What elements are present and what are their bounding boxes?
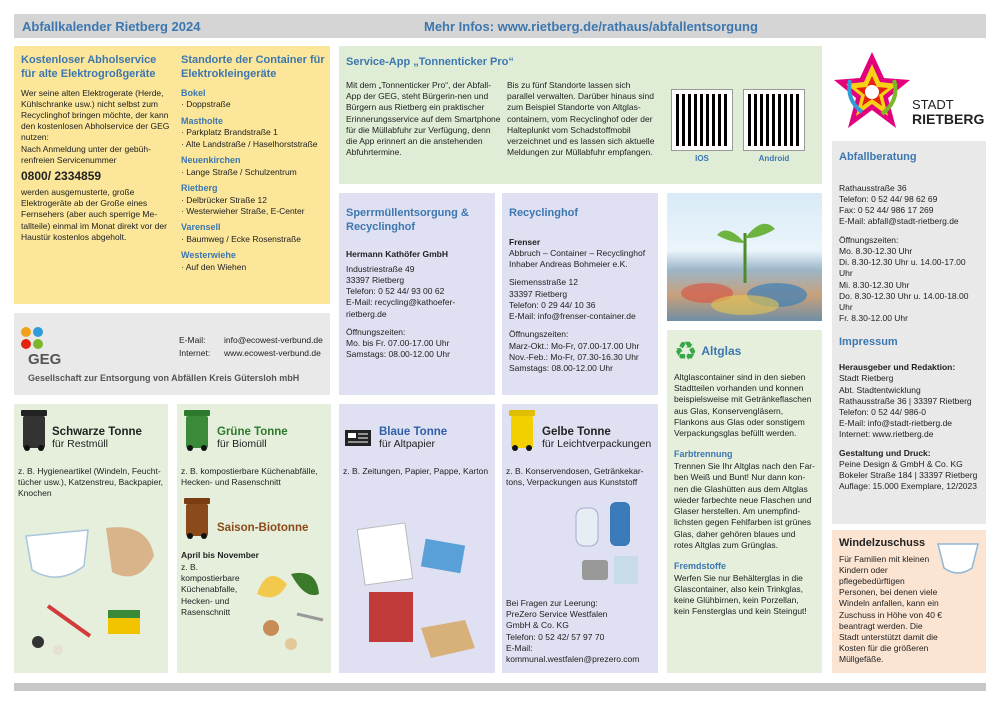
gelbe-tonne-contact-line: kommunal.westfalen@prezero.com: [506, 654, 640, 665]
diaper-icon: [936, 538, 980, 578]
blaue-tonne-subtitle: für Altpapier: [379, 437, 436, 450]
impressum-line: Peine Design & GmbH & Co. KG: [839, 458, 963, 469]
sperrmuell-hours-label: Öffnungszeiten:: [346, 326, 406, 337]
header-title: Abfallkalender Rietberg 2024: [22, 19, 201, 34]
elektro-title: Kostenloser Abholservice für alte Elektrogroßgeräte: [21, 54, 157, 80]
container-place: Rietberg: [181, 183, 218, 193]
farbtrennung-text: Trennen Sie Ihr Altglas nach den Far-ben Weiß und Bunt! Nur dann kon-nen die Glashütten aus dem Altglas wieder farbechte neue Flaschen und Glaser herstellen. Am unempfind-lichsten gegen Fehlfarben ist grünes Glas, daher gehören blaues und rotes Altglas zum Grünglas.: [674, 461, 815, 550]
geg-company-name: Gesellschaft zur Entsorgung von Abfällen Kreis Gütersloh mbH: [28, 373, 300, 383]
recyclinghof-section: [502, 193, 658, 395]
sperrmuell-title: Sperrmüllentsorgung & Recyclinghof: [346, 207, 469, 233]
container-location-item: · Lange Straße / Schulzentrum: [181, 166, 297, 177]
schwarze-tonne-title: Schwarze Tonne: [52, 426, 142, 438]
biomuell-items-icon: [247, 554, 327, 664]
geg-email[interactable]: info@ecowest-verbund.de: [224, 335, 323, 345]
yellow-bin-icon: [506, 408, 538, 452]
elektro-text-1: Wer seine alten Elektrogerate (Herde, Kühlschranke usw.) nicht selbst zum Recyclinghof bringen möchte, der kann den kostenlosen Abholservice der GEG nutzen:: [21, 87, 170, 143]
blaue-tonne-title: Blaue Tonne: [379, 426, 448, 438]
windel-title: Windelzuschuss: [839, 537, 926, 549]
container-place: Westerwiehe: [181, 250, 236, 261]
recyclinghof-line: Siemensstraße 12: [509, 277, 578, 288]
container-place: Bokel: [181, 87, 206, 98]
schwarze-tonne-section: [14, 404, 168, 673]
header-info-link[interactable]: Mehr Infos: www.rietberg.de/rathaus/abfallentsorgung: [424, 19, 758, 34]
star-logo-icon: [832, 50, 912, 132]
saison-biotonne-text: z. B. kompostierbare Küchenabfalle, Hecken- und Rasenschnitt: [181, 562, 240, 617]
qr-ios[interactable]: [672, 90, 732, 165]
container-location-item: · Auf den Wiehen: [181, 262, 247, 273]
recyclinghof-line: Inhaber Andreas Bohmeier e.K.: [509, 259, 628, 270]
recyclinghof-hours: Samstags: 08.00-12.00 Uhr: [509, 362, 613, 373]
app-title: Service-App „Tonnenticker Pro“: [346, 56, 514, 68]
recyclinghof-line: 33397 Rietberg: [509, 288, 568, 299]
impressum-line: Rathausstraße 36 | 33397 Rietberg: [839, 395, 972, 406]
qr-android-label: Android: [758, 154, 790, 163]
gruene-tonne-title: Grüne Tonne: [217, 426, 288, 438]
impressum-line: Bokeler Straße 184 | 33397 Rietberg: [839, 470, 978, 481]
recyclinghof-hours: Marz-Okt.: Mo-Fr, 07.00-17.00 Uhr: [509, 340, 640, 351]
app-section: [339, 46, 822, 184]
fremdstoffe-title: Fremdstoffe: [674, 560, 727, 571]
sperrmuell-line: Telefon: 0 52 44/ 93 00 62: [346, 286, 445, 297]
altglas-text: Altglascontainer sind in den sieben Stadtteilen vorhanden und konnen beispielsweise mit Getränkeflaschen aus Glas, Konservengläsern, Flankons aus Glas oder sonstigem Verpackungsglas befüllt werden.: [674, 372, 812, 439]
container-title: Standorte der Container für Elektrokleingeräte: [181, 54, 325, 80]
abfallberatung-hours: Di. 8.30-12.30 Uhr u. 14.00-17.00 Uhr: [839, 257, 966, 279]
container-location-item: · Delbrücker Straße 12: [181, 194, 267, 205]
abfallberatung-hours: Mo. 8.30-12.30 Uhr: [839, 245, 913, 256]
recyclinghof-line: Abbruch – Container – Recyclinghof: [509, 247, 646, 258]
container-location-item: · Parkplatz Brandstraße 1: [181, 127, 278, 138]
restmuell-items-icon: [18, 516, 164, 666]
geg-web[interactable]: www.ecowest-verbund.de: [224, 348, 321, 358]
geg-dots-icon: [20, 326, 44, 350]
abfallberatung-line: Fax: 0 52 44/ 986 17 269: [839, 205, 934, 216]
recyclinghof-line: Telefon: 0 29 44/ 10 36: [509, 299, 596, 310]
gelbe-tonne-text: z. B. Konservendosen, Getränkekar-tons, Verpackungen aus Kunststoff: [506, 466, 644, 488]
abfallberatung-hours: Mi. 8.30-12.30 Uhr: [839, 279, 910, 290]
impressum-line: E-Mail: info@stadt-rietberg.de: [839, 418, 953, 429]
fremdstoffe-text: Werfen Sie nur Behälterglas in die Glascontainer, also kein Trinkglas, keine Glühbirnen, kein Porzellan, kein Fensterglas und kein Steingut!: [674, 572, 807, 617]
impressum-line: Telefon: 0 52 44/ 986-0: [839, 407, 926, 417]
windel-text: Für Familien mit kleinen Kindern oder pflegebedürftigen Personen, bei denen viele Windeln anfallen, kann ein Zuschuss in Höhe von 40 € beantragt werden. Die Stadt unterstützt damit die Kosten für die größeren Müllgefäße.: [839, 553, 943, 665]
verpackung-items-icon: [506, 500, 652, 600]
impressum-line: Abt. Stadtentwicklung: [839, 384, 921, 395]
abfallberatung-line: E-Mail: abfall@stadt-rietberg.de: [839, 216, 959, 227]
footer-bar: [14, 683, 986, 691]
stadt-rietberg-logo: [832, 46, 986, 138]
elektro-phone[interactable]: 0800/ 2334859: [21, 169, 102, 184]
container-location-item: · Alte Landstraße / Haselhorststraße: [181, 138, 318, 149]
sperrmuell-company: Hermann Kathöfer GmbH: [346, 248, 449, 259]
abfallberatung-line: Rathausstraße 36: [839, 182, 907, 193]
elektro-section: [14, 46, 330, 304]
qr-android[interactable]: [744, 90, 804, 165]
logo-line-1: STADT: [912, 97, 954, 112]
windel-section: [832, 530, 986, 673]
qr-code-icon: [672, 90, 732, 150]
abfallberatung-hours-label: Öffnungszeiten:: [839, 234, 899, 245]
impressum-line: Auflage: 15.000 Exemplare, 12/2023: [839, 481, 977, 492]
schwarze-tonne-text: z. B. Hygieneartikel (Windeln, Feucht-tücher usw.), Katzenstreu, Backpapier, Knochen: [18, 466, 164, 499]
gruene-tonne-section: [177, 404, 331, 673]
elektro-text-2: Nach Anmeldung unter der gebüh-renfreien Servicenummer: [21, 143, 151, 165]
recyclinghof-line: E-Mail: info@frenser-container.de: [509, 311, 636, 322]
container-place: Mastholte: [181, 115, 224, 126]
plant-icon: [667, 193, 822, 321]
black-bin-icon: [18, 408, 50, 452]
impressum-heading-1: Herausgeber und Redaktion:: [839, 362, 956, 373]
impressum-heading-2: Gestaltung und Druck:: [839, 447, 931, 458]
gelbe-tonne-contact-line: Bei Fragen zur Leerung:: [506, 598, 598, 608]
app-text-1: Mit dem „Tonnenticker Pro“, der Abfall-App der GEG, steht Bürgerin-nen und Bürgern aus Rietberg ein praktischer Erinnerungsservice auf dem Smartphone für die Müllabfuhr zur Verfügung, denn die App erinnert an die anstehenden Abfuhrtermine.: [346, 80, 501, 158]
container-place: Neuenkirchen: [181, 154, 241, 165]
sperrmuell-section: [339, 193, 495, 395]
saison-biotonne-period: April bis November: [181, 550, 259, 560]
impressum-line: Stadt Rietberg: [839, 373, 894, 384]
green-bin-icon: [181, 408, 213, 452]
blaue-tonne-section: [339, 404, 495, 673]
container-location-item: · Doppstraße: [181, 99, 231, 110]
geg-section: [14, 313, 330, 395]
recycle-icon: ♻: [674, 336, 698, 366]
container-location-item: · Baumweg / Ecke Rosenstraße: [181, 234, 301, 245]
blaue-tonne-text: z. B. Zeitungen, Papier, Pappe, Karton: [343, 466, 489, 476]
elektro-text-3: werden ausgemusterte, große Elektrogeräte ab der Große eines Fernsehers (aber auch sperrige Me-tallteile) einmal im Monat direkt vor der Haustür kostenlos abgeholt.: [21, 186, 167, 242]
brown-bin-icon: [181, 496, 213, 540]
gelbe-tonne-contact-line: GmbH & Co. KG: [506, 620, 569, 631]
newspaper-icon: [343, 426, 375, 450]
info-column: [832, 141, 986, 524]
sperrmuell-line: E-Mail: recycling@kathoefer-rietberg.de: [346, 297, 456, 319]
altglas-title: Altglas: [701, 343, 742, 358]
recycling-photo: [667, 193, 822, 321]
recyclinghof-company: Frenser: [509, 236, 541, 247]
impressum-title: Impressum: [839, 336, 898, 349]
gelbe-tonne-title: Gelbe Tonne: [542, 426, 611, 438]
recyclinghof-title: Recyclinghof: [509, 207, 579, 219]
schwarze-tonne-subtitle: für Restmüll: [52, 437, 109, 450]
container-location-item: · Westerwieher Straße, E-Center: [181, 206, 305, 217]
gelbe-tonne-contact-line: Telefon: 0 52 42/ 57 97 70: [506, 631, 605, 642]
recyclinghof-hours-label: Öffnungszeiten:: [509, 329, 569, 340]
sperrmuell-hours: Mo. bis Fr. 07.00-17.00 Uhr: [346, 338, 450, 349]
sperrmuell-line: Industriestraße 49: [346, 263, 415, 274]
container-place: Varensell: [181, 222, 221, 233]
header-bar: [14, 14, 986, 38]
abfallberatung-hours: Fr. 8.30-12.00 Uhr: [839, 313, 908, 324]
abfallberatung-hours: Do. 8.30-12.30 Uhr u. 14.00-18.00 Uhr: [839, 290, 969, 312]
sperrmuell-hours: Samstags: 08.00-12.00 Uhr: [346, 349, 450, 360]
geg-web-label: Internet:: [179, 348, 211, 358]
qr-code-icon: [744, 90, 804, 150]
altpapier-items-icon: [343, 512, 489, 672]
geg-email-label: E-Mail:: [179, 335, 206, 345]
sperrmuell-line: 33397 Rietberg: [346, 274, 405, 285]
logo-line-2: RIETBERG: [912, 110, 985, 127]
saison-biotonne-title: Saison-Biotonne: [217, 522, 309, 534]
gelbe-tonne-subtitle: für Leichtverpackungen: [542, 437, 652, 450]
app-text-2: Bis zu fünf Standorte lassen sich parallel verwalten. Darüber hinaus sind zum Beispiel Standorte von Altglas-containern, vom Recyclinghof oder der Halteplunkt vom Schadstoffmobil verzeichnet und es lassen sich aktuelle Meldungen zur Müllabfuhr empfangen.: [507, 80, 655, 158]
gruene-tonne-subtitle: für Biomüll: [217, 437, 267, 450]
altglas-section: [667, 330, 822, 673]
impressum-line: Internet: www.rietberg.de: [839, 429, 934, 440]
gelbe-tonne-contact-line: PreZero Service Westfalen: [506, 609, 608, 620]
abfallberatung-line: Telefon: 0 52 44/ 98 62 69: [839, 193, 938, 204]
gruene-tonne-text: z. B. kompostierbare Küchenabfälle, Hecken- und Rasenschnitt: [181, 466, 318, 488]
gelbe-tonne-contact-line: E-Mail:: [506, 642, 533, 653]
gelbe-tonne-section: [502, 404, 658, 673]
container-locations: [181, 54, 327, 274]
recyclinghof-hours: Nov.-Feb.: Mo-Fr, 07.30-16.30 Uhr: [509, 351, 639, 362]
farbtrennung-title: Farbtrennung: [674, 449, 733, 460]
abfallberatung-title: Abfallberatung: [839, 151, 917, 163]
qr-ios-label: IOS: [695, 154, 709, 163]
geg-logo-text: GEG: [28, 351, 62, 368]
